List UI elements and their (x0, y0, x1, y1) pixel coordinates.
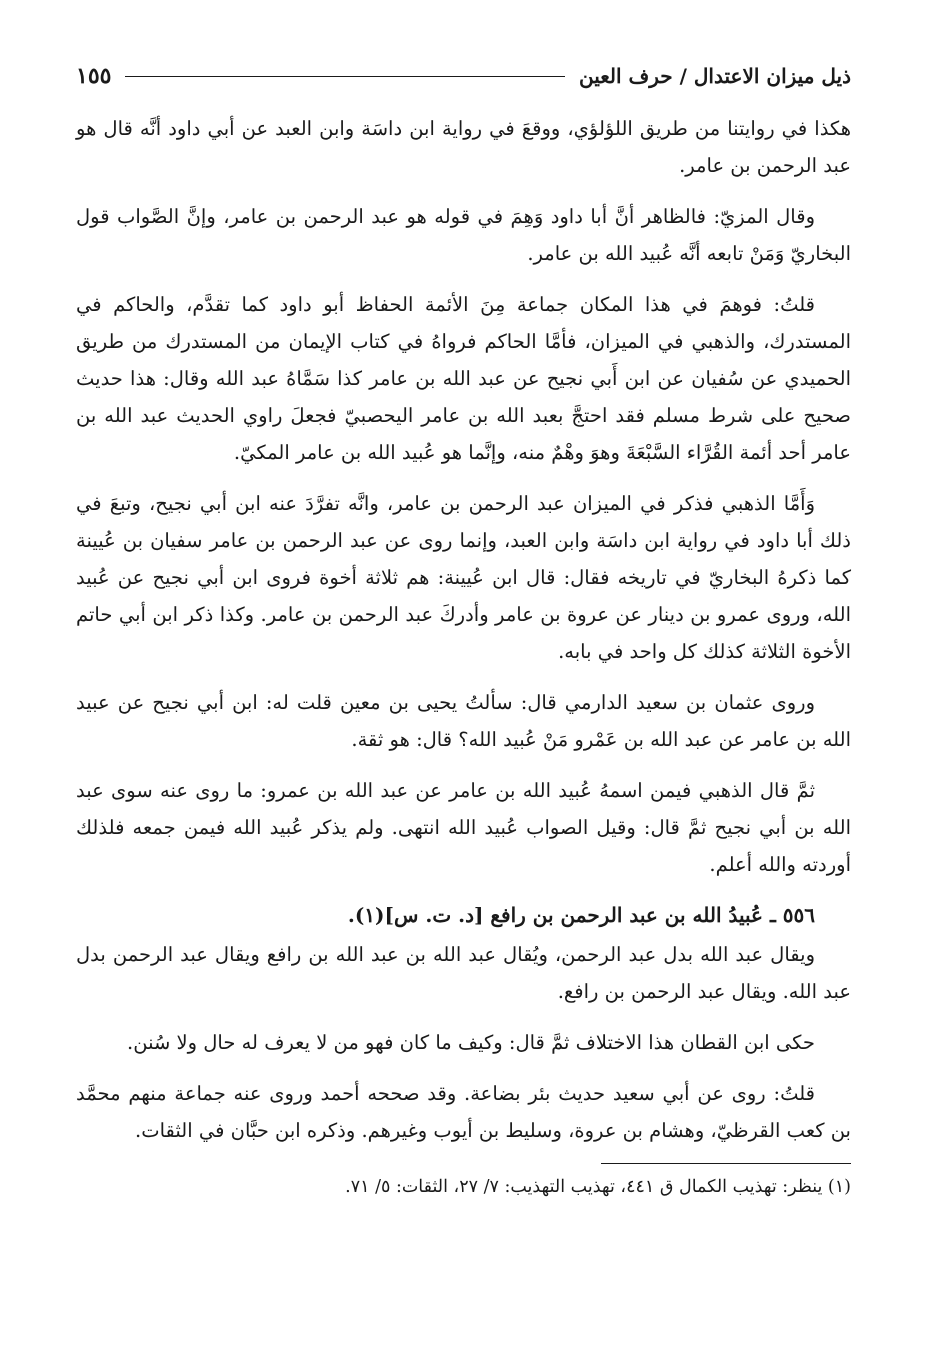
page-body (76, 110, 851, 1202)
paragraph-text: ويقال عبد الله بدل عبد الرحمن، ويُقال عبد الله بن عبد الله بن رافع ويقال عبد الرحمن بدل عبد الله. ويقال عبد الرحمن بن رافع. (76, 943, 851, 1003)
page-header (76, 56, 851, 96)
paragraph (76, 684, 851, 758)
page-number: ١٥٥ (76, 63, 112, 89)
paragraph (76, 1024, 851, 1061)
paragraph-text: قلتُ: فوهمَ في هذا المكان جماعة مِنَ الأئمة الحفاظ أبو داود كما تقدَّم، والحاكم في المستدرك، والذهبي في الميزان، فأمَّا الحاكم فرواهُ في كتاب الإيمان من المستدرك من طريق الحميدي عن سُفيان عن ابن أَبي نجيح عن عبد الله بن عامر كذا سَمَّاهُ عبد الله وقال: هذا حديث صحيح على شرط مسلم فقد احتجَّ بعبد الله بن عامر اليحصبيّ فجعلَ راوي الحديث عبد الله بن عامر أحد أئمة القُرَّاء السَّبْعَةَ وهوَ وهْمٌ منه، وإنَّما هو عُبيد الله بن عامر المكيّ. (76, 293, 851, 464)
paragraph-text: حكى ابن القطان هذا الاختلاف ثمَّ قال: وكيف ما كان فهو من لا يعرف له حال ولا سُنن. (127, 1031, 815, 1054)
entry-heading-text: ٥٥٦ ـ عُبيدُ الله بن عبد الرحمن بن رافع [د. ت. س](١). (347, 903, 815, 927)
paragraph (76, 772, 851, 883)
paragraph (76, 110, 851, 184)
paragraph-text: هكذا في روايتنا من طريق اللؤلؤي، ووقعَ في رواية ابن داسَة وابن العبد عن أبي داود أنَّه قال هو عبد الرحمن بن عامر. (76, 117, 851, 177)
paragraph-text: وقال المزيّ: فالظاهر أنَّ أبا داود وَهِمَ في قوله هو عبد الرحمن بن عامر، وإنَّ الصَّواب قول البخاريّ وَمَنْ تابعه أنَّه عُبيد الله بن عامر. (76, 205, 851, 265)
paragraph (76, 1075, 851, 1149)
paragraph-text: وروى عثمان بن سعيد الدارمي قال: سألتُ يحيى بن معين قلت له: ابن أبي نجيح عن عبيد الله بن عامر عن عبد الله بن عَمْرو مَنْ عُبيد الله؟ قال: هو ثقة. (76, 691, 851, 751)
paragraph (76, 485, 851, 670)
paragraph-text: وَأَمَّا الذهبي فذكر في الميزان عبد الرحمن بن عامر، وانَّه تفرَّدَ عنه ابن أبي نجيح، وتبعَ في ذلك أبا داود في رواية ابن داسَة وابن العبد، وإنما روى عن عبد الرحمن بن عامر سفيان بن عُيينة كما ذكرهُ البخاريّ في تاريخه فقال: قال ابن عُيينة: هم ثلاثة أخوة فروى ابن أبي نجيح عن عُبيد الله، وروى عمرو بن دينار عن عروة بن عامر وأدركَ عبد الرحمن بن عامر. وكذا ذكر ابن أبي حاتم الأخوة الثلاثة كذلك كل واحد في بابه. (76, 492, 851, 663)
footnote-divider (601, 1163, 851, 1164)
footnote: (١) ينظر: تهذيب الكمال ق ٤٤١، تهذيب التهذيب: ٧/ ٢٧، الثقات: ٥/ ٧١. (345, 1177, 851, 1197)
paragraph-text: قلتُ: روى عن أبي سعيد حديث بئر بضاعة. وقد صححه أحمد وروى عنه جماعة منهم محمَّد بن كعب القرظيّ، وهشام بن عروة، وسليط بن أيوب وغيرهم. وذكره ابن حبَّان في الثقات. (76, 1082, 851, 1142)
paragraph (76, 936, 851, 1010)
book-page (76, 56, 851, 1202)
entry-heading (76, 897, 851, 934)
header-rule (125, 76, 565, 77)
running-title: ذيل ميزان الاعتدال / حرف العين (579, 64, 851, 88)
paragraph (76, 198, 851, 272)
paragraph (76, 286, 851, 471)
paragraph-text: ثمَّ قال الذهبي فيمن اسمهُ عُبيد الله بن عامر عن عبد الله بن عمرو: ما روى عنه سوى عبد الله بن أبي نجيح ثمَّ قال: وقيل الصواب عُبيد الله انتهى. ولم يذكر عُبيد الله فيمن جمعه فلذلك أوردته والله أعلم. (76, 779, 851, 876)
